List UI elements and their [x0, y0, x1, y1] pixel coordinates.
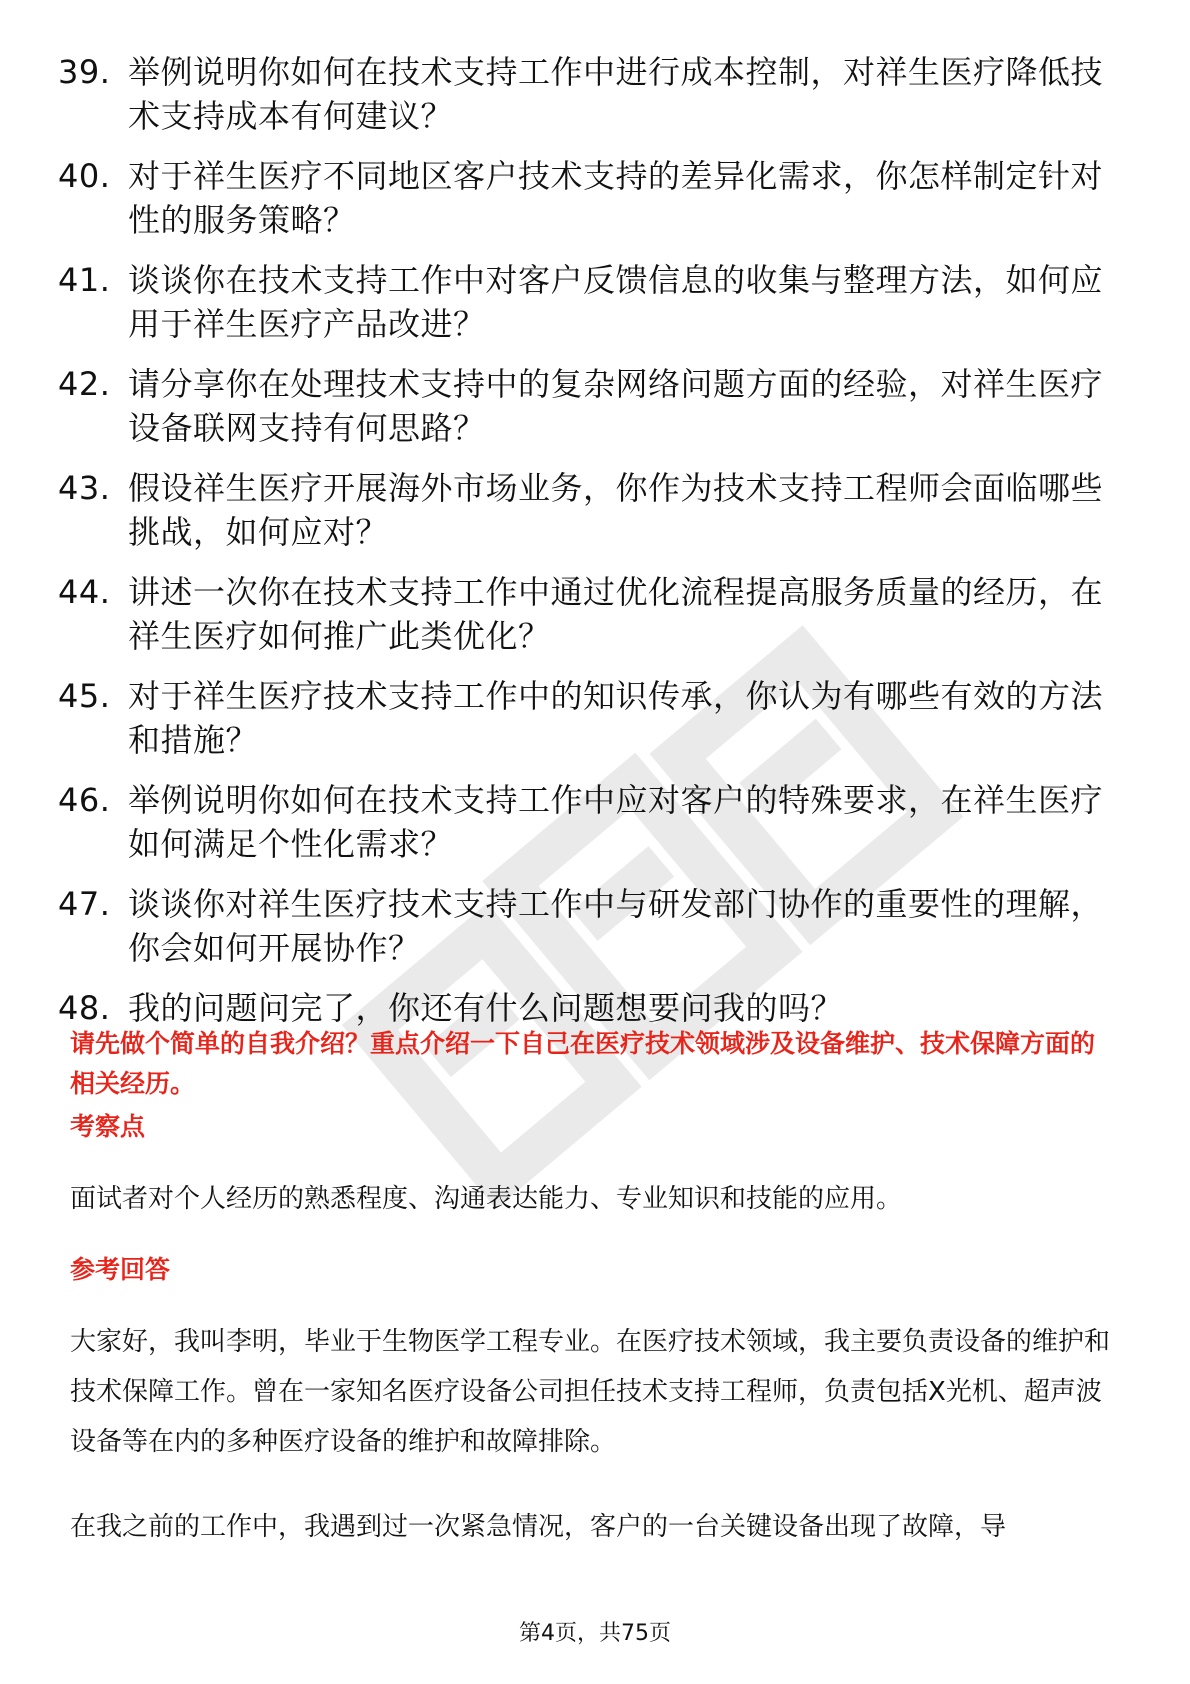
question-number: 43. — [58, 469, 111, 507]
question-text: 谈谈你在技术支持工作中对客户反馈信息的收集与整理方法，如何应用于祥生医疗产品改进？ — [128, 261, 1104, 343]
answer-paragraph: 大家好，我叫李明，毕业于生物医学工程专业。在医疗技术领域，我主要负责设备的维护和技术保障工作。曾在一家知名医疗设备公司担任技术支持工程师，负责包括X光机、超声波设备等在内的多种医疗设备的维护和故障排除。 — [70, 1327, 1111, 1457]
page-number: 第4页，共75页 — [519, 1621, 671, 1646]
question-text: 假设祥生医疗开展海外市场业务，你作为技术支持工程师会面临哪些挑战，如何应对？ — [128, 469, 1104, 551]
question-text: 举例说明你如何在技术支持工作中进行成本控制，对祥生医疗降低技术支持成本有何建议？ — [128, 53, 1104, 135]
question-item — [58, 362, 1128, 450]
answer-paragraph: 在我之前的工作中，我遇到过一次紧急情况，客户的一台关键设备出现了故障，导 — [70, 1512, 1007, 1542]
focus-section — [70, 1110, 1115, 1144]
question-number: 46. — [58, 781, 111, 819]
question-text: 讲述一次你在技术支持工作中通过优化流程提高服务质量的经历，在祥生医疗如何推广此类优化？ — [128, 573, 1104, 655]
question-number: 47. — [58, 885, 111, 923]
question-text: 对于祥生医疗技术支持工作中的知识传承，你认为有哪些有效的方法和措施？ — [128, 677, 1104, 759]
question-text: 举例说明你如何在技术支持工作中应对客户的特殊要求，在祥生医疗如何满足个性化需求？ — [128, 781, 1104, 863]
question-text: 谈谈你对祥生医疗技术支持工作中与研发部门协作的重要性的理解，你会如何开展协作？ — [128, 885, 1104, 967]
intro-question-section — [70, 1024, 1115, 1104]
question-item — [58, 778, 1128, 866]
answer-paragraph-1-section — [70, 1317, 1115, 1467]
focus-heading: 考察点 — [70, 1112, 146, 1141]
focus-text: 面试者对个人经历的熟悉程度、沟通表达能力、专业知识和技能的应用。 — [70, 1184, 903, 1214]
answer-heading-section — [70, 1253, 1115, 1287]
question-item — [58, 50, 1128, 138]
focus-text-section — [70, 1174, 1115, 1224]
question-text: 我的问题问完了，你还有什么问题想要问我的吗？ — [128, 989, 844, 1027]
question-number: 48. — [58, 989, 111, 1027]
question-item — [58, 674, 1128, 762]
question-number: 45. — [58, 677, 111, 715]
question-text: 请分享你在处理技术支持中的复杂网络问题方面的经验，对祥生医疗设备联网支持有何思路？ — [128, 365, 1104, 447]
question-list — [58, 50, 1128, 1046]
question-item — [58, 154, 1128, 242]
question-item — [58, 466, 1128, 554]
question-number: 41. — [58, 261, 111, 299]
question-number: 39. — [58, 53, 111, 91]
question-item — [58, 570, 1128, 658]
answer-heading: 参考回答 — [70, 1255, 171, 1284]
question-text: 对于祥生医疗不同地区客户技术支持的差异化需求，你怎样制定针对性的服务策略？ — [128, 157, 1104, 239]
answer-paragraph-2-section — [70, 1502, 1115, 1552]
question-item — [58, 882, 1128, 970]
question-number: 42. — [58, 365, 111, 403]
question-number: 40. — [58, 157, 111, 195]
question-item — [58, 258, 1128, 346]
intro-question-heading: 请先做个简单的自我介绍？重点介绍一下自己在医疗技术领域涉及设备维护、技术保障方面的相关经历。 — [70, 1029, 1096, 1098]
question-number: 44. — [58, 573, 111, 611]
